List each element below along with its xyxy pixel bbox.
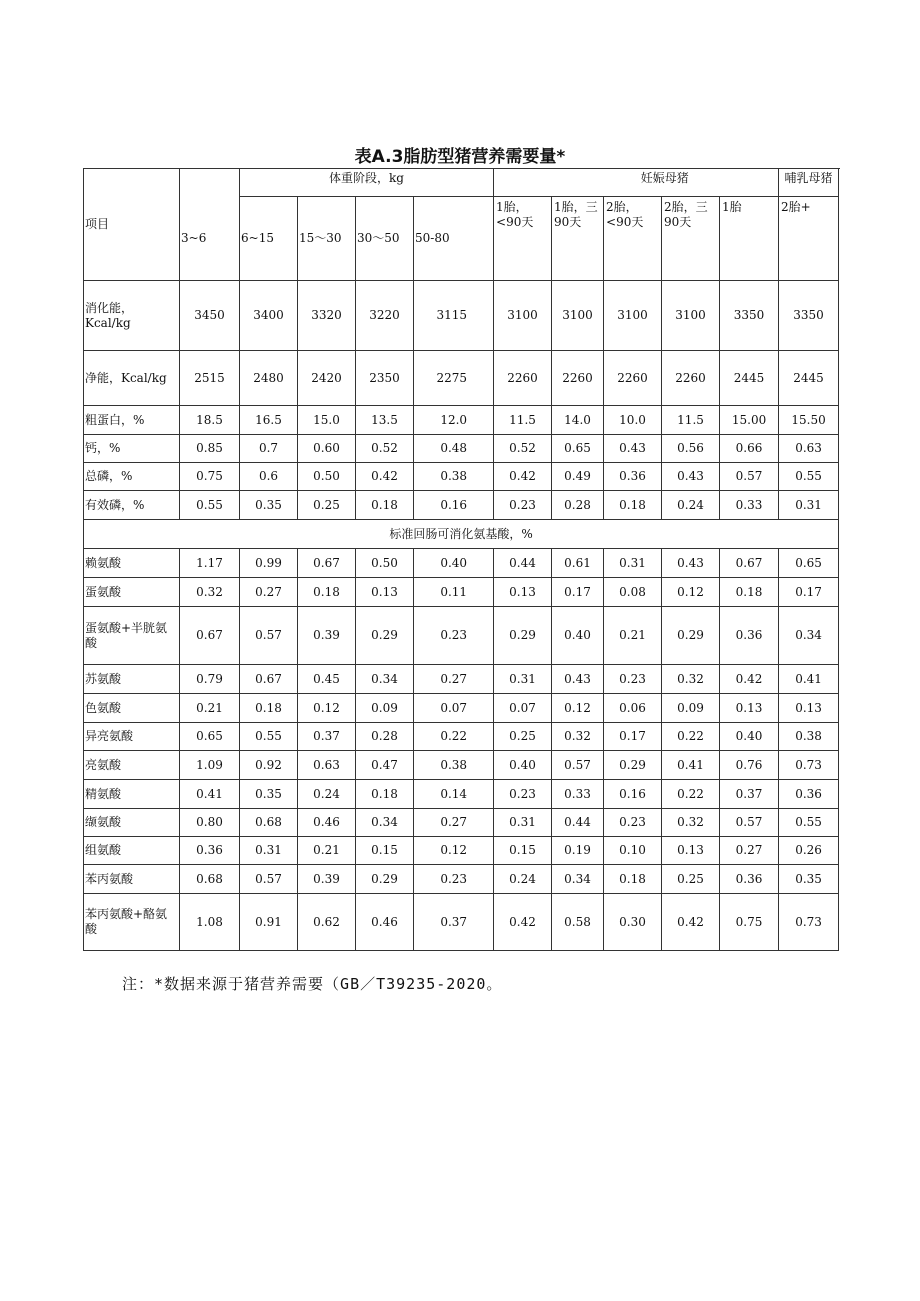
value-cell: 0.31: [779, 491, 839, 520]
value-cell: 0.73: [779, 894, 839, 951]
row-label: 苯丙氨酸+酪氨酸: [84, 894, 180, 951]
value-cell: 0.79: [180, 665, 240, 694]
value-cell: 0.67: [720, 549, 779, 578]
value-cell: 3400: [240, 281, 298, 351]
value-cell: 2260: [552, 351, 604, 406]
value-cell: 0.61: [552, 549, 604, 578]
value-cell: 0.50: [356, 549, 414, 578]
value-cell: 11.5: [662, 406, 720, 435]
value-cell: 0.67: [298, 549, 356, 578]
value-cell: 0.17: [552, 578, 604, 607]
table-row: [84, 809, 839, 837]
value-cell: 0.7: [240, 435, 298, 463]
value-cell: 2350: [356, 351, 414, 406]
table-row: [84, 751, 839, 780]
value-cell: 0.44: [494, 549, 552, 578]
value-cell: 0.40: [720, 723, 779, 751]
value-cell: 18.5: [180, 406, 240, 435]
value-cell: 0.26: [779, 837, 839, 865]
value-cell: 0.32: [180, 578, 240, 607]
row-label: 蛋氨酸+半胱氨酸: [84, 607, 180, 665]
value-cell: 0.07: [414, 694, 494, 723]
value-cell: 0.46: [298, 809, 356, 837]
value-cell: 0.15: [356, 837, 414, 865]
value-cell: 0.36: [779, 780, 839, 809]
value-cell: 0.13: [356, 578, 414, 607]
value-cell: 0.38: [414, 463, 494, 491]
value-cell: 0.18: [298, 578, 356, 607]
value-cell: 0.43: [662, 549, 720, 578]
value-cell: 15.00: [720, 406, 779, 435]
value-cell: 0.75: [180, 463, 240, 491]
column-header: 2胎+: [779, 197, 839, 281]
value-cell: 11.5: [494, 406, 552, 435]
value-cell: 0.85: [180, 435, 240, 463]
value-cell: 3115: [414, 281, 494, 351]
value-cell: 0.41: [779, 665, 839, 694]
value-cell: 0.63: [779, 435, 839, 463]
value-cell: 0.91: [240, 894, 298, 951]
value-cell: 0.23: [414, 607, 494, 665]
value-cell: 0.16: [414, 491, 494, 520]
value-cell: 0.18: [720, 578, 779, 607]
value-cell: 0.35: [779, 865, 839, 894]
header-row-2: [84, 197, 839, 281]
value-cell: 0.65: [779, 549, 839, 578]
value-cell: 0.17: [604, 723, 662, 751]
value-cell: 0.67: [240, 665, 298, 694]
value-cell: 2445: [779, 351, 839, 406]
value-cell: 0.22: [662, 780, 720, 809]
value-cell: 0.35: [240, 491, 298, 520]
row-label: 净能，Kcal/kg: [84, 351, 180, 406]
value-cell: 0.37: [298, 723, 356, 751]
table-row: [84, 607, 839, 665]
value-cell: 0.31: [494, 665, 552, 694]
amino-acid-section-header: 标准回肠可消化氨基酸，%: [84, 520, 839, 549]
value-cell: 3100: [552, 281, 604, 351]
value-cell: 0.57: [240, 865, 298, 894]
table-row: [84, 491, 839, 520]
value-cell: 0.27: [720, 837, 779, 865]
value-cell: 0.42: [720, 665, 779, 694]
value-cell: 0.32: [662, 665, 720, 694]
value-cell: 0.11: [414, 578, 494, 607]
value-cell: 0.32: [552, 723, 604, 751]
value-cell: 2480: [240, 351, 298, 406]
value-cell: 2420: [298, 351, 356, 406]
value-cell: 0.27: [414, 665, 494, 694]
value-cell: 0.43: [552, 665, 604, 694]
value-cell: 0.07: [494, 694, 552, 723]
value-cell: 0.21: [298, 837, 356, 865]
row-label: 赖氨酸: [84, 549, 180, 578]
header-blank: [180, 169, 240, 197]
value-cell: 0.63: [298, 751, 356, 780]
value-cell: 0.68: [240, 809, 298, 837]
table-row: [84, 780, 839, 809]
value-cell: 0.34: [552, 865, 604, 894]
value-cell: 0.34: [356, 809, 414, 837]
value-cell: 0.13: [662, 837, 720, 865]
table-row: [84, 665, 839, 694]
value-cell: 0.34: [356, 665, 414, 694]
value-cell: 0.09: [662, 694, 720, 723]
value-cell: 0.43: [604, 435, 662, 463]
value-cell: 0.06: [604, 694, 662, 723]
value-cell: 0.40: [414, 549, 494, 578]
value-cell: 3320: [298, 281, 356, 351]
value-cell: 0.12: [298, 694, 356, 723]
value-cell: 0.41: [662, 751, 720, 780]
value-cell: 14.0: [552, 406, 604, 435]
value-cell: 13.5: [356, 406, 414, 435]
value-cell: 0.60: [298, 435, 356, 463]
value-cell: 0.23: [604, 809, 662, 837]
value-cell: 0.44: [552, 809, 604, 837]
value-cell: 0.22: [662, 723, 720, 751]
value-cell: 0.23: [494, 491, 552, 520]
row-label: 蛋氨酸: [84, 578, 180, 607]
value-cell: 0.29: [356, 865, 414, 894]
value-cell: 0.29: [356, 607, 414, 665]
value-cell: 0.31: [604, 549, 662, 578]
value-cell: 0.75: [720, 894, 779, 951]
row-label: 精氨酸: [84, 780, 180, 809]
column-header: 50-80: [414, 197, 494, 281]
table-row: [84, 723, 839, 751]
value-cell: 0.18: [604, 491, 662, 520]
value-cell: 0.36: [720, 865, 779, 894]
value-cell: 3220: [356, 281, 414, 351]
value-cell: 2260: [604, 351, 662, 406]
value-cell: 0.57: [720, 809, 779, 837]
value-cell: 0.38: [779, 723, 839, 751]
value-cell: 0.68: [180, 865, 240, 894]
value-cell: 3100: [604, 281, 662, 351]
row-label: 苯丙氨酸: [84, 865, 180, 894]
value-cell: 0.33: [552, 780, 604, 809]
value-cell: 0.37: [720, 780, 779, 809]
value-cell: 10.0: [604, 406, 662, 435]
header-row-1: [84, 169, 839, 197]
value-cell: 15.50: [779, 406, 839, 435]
value-cell: 0.16: [604, 780, 662, 809]
table-row: [84, 894, 839, 951]
row-label: 组氨酸: [84, 837, 180, 865]
value-cell: 0.30: [604, 894, 662, 951]
nutrient-table: [83, 168, 839, 951]
value-cell: 0.45: [298, 665, 356, 694]
table-row: [84, 406, 839, 435]
value-cell: 0.57: [240, 607, 298, 665]
value-cell: 0.42: [356, 463, 414, 491]
column-header: 6~15: [240, 197, 298, 281]
value-cell: 0.80: [180, 809, 240, 837]
table-row: [84, 694, 839, 723]
value-cell: 0.18: [356, 491, 414, 520]
header-blank: [494, 169, 552, 197]
value-cell: 0.29: [662, 607, 720, 665]
column-header: 2胎，<90天: [604, 197, 662, 281]
value-cell: 0.09: [356, 694, 414, 723]
value-cell: 1.17: [180, 549, 240, 578]
value-cell: 1.09: [180, 751, 240, 780]
table-row: [84, 281, 839, 351]
value-cell: 3100: [662, 281, 720, 351]
value-cell: 0.24: [662, 491, 720, 520]
value-cell: 0.29: [494, 607, 552, 665]
value-cell: 0.22: [414, 723, 494, 751]
value-cell: 0.42: [662, 894, 720, 951]
value-cell: 2515: [180, 351, 240, 406]
table-title: 表A.3脂肪型猪营养需要量*: [354, 147, 566, 167]
value-cell: 0.13: [779, 694, 839, 723]
value-cell: 0.18: [240, 694, 298, 723]
footnote: 注：*数据来源于猪营养需要（GB／T39235-2020。: [122, 975, 503, 993]
row-label: 消化能，Kcal/kg: [84, 281, 180, 351]
value-cell: 0.36: [180, 837, 240, 865]
value-cell: 15.0: [298, 406, 356, 435]
value-cell: 0.55: [180, 491, 240, 520]
value-cell: 0.33: [720, 491, 779, 520]
value-cell: 0.25: [494, 723, 552, 751]
value-cell: 0.66: [720, 435, 779, 463]
value-cell: 2260: [494, 351, 552, 406]
value-cell: 3350: [779, 281, 839, 351]
table-body: [84, 169, 839, 951]
value-cell: 0.41: [180, 780, 240, 809]
value-cell: 0.48: [414, 435, 494, 463]
value-cell: 0.52: [494, 435, 552, 463]
value-cell: 0.43: [662, 463, 720, 491]
table-row: [84, 549, 839, 578]
column-header: 2胎，三90天: [662, 197, 720, 281]
value-cell: 0.55: [779, 809, 839, 837]
value-cell: 0.15: [494, 837, 552, 865]
value-cell: 0.56: [662, 435, 720, 463]
value-cell: 0.08: [604, 578, 662, 607]
value-cell: 0.17: [779, 578, 839, 607]
column-header: 1胎，三90天: [552, 197, 604, 281]
value-cell: 0.24: [298, 780, 356, 809]
value-cell: 0.36: [604, 463, 662, 491]
row-label: 色氨酸: [84, 694, 180, 723]
value-cell: 0.31: [240, 837, 298, 865]
value-cell: 0.57: [720, 463, 779, 491]
value-cell: 3100: [494, 281, 552, 351]
value-cell: 0.40: [494, 751, 552, 780]
value-cell: 0.29: [604, 751, 662, 780]
value-cell: 0.99: [240, 549, 298, 578]
section-row: [84, 520, 839, 549]
weight-stage-header: 体重阶段，kg: [240, 169, 494, 197]
column-header: 1胎，<90天: [494, 197, 552, 281]
value-cell: 0.36: [720, 607, 779, 665]
value-cell: 0.28: [356, 723, 414, 751]
value-cell: 0.23: [414, 865, 494, 894]
lactating-sow-header: 哺乳母猪: [779, 169, 839, 197]
value-cell: 0.46: [356, 894, 414, 951]
column-header: 30～50: [356, 197, 414, 281]
value-cell: 3450: [180, 281, 240, 351]
value-cell: 0.92: [240, 751, 298, 780]
value-cell: 2260: [662, 351, 720, 406]
table-row: [84, 463, 839, 491]
value-cell: 0.24: [494, 865, 552, 894]
value-cell: 0.58: [552, 894, 604, 951]
value-cell: 0.57: [552, 751, 604, 780]
value-cell: 0.65: [552, 435, 604, 463]
row-label: 总磷，%: [84, 463, 180, 491]
value-cell: 0.28: [552, 491, 604, 520]
value-cell: 0.52: [356, 435, 414, 463]
value-cell: 0.25: [662, 865, 720, 894]
value-cell: 0.18: [356, 780, 414, 809]
value-cell: 0.55: [240, 723, 298, 751]
value-cell: 0.49: [552, 463, 604, 491]
value-cell: 0.34: [779, 607, 839, 665]
value-cell: 0.12: [414, 837, 494, 865]
value-cell: 0.32: [662, 809, 720, 837]
value-cell: 0.12: [662, 578, 720, 607]
table-row: [84, 578, 839, 607]
value-cell: 0.67: [180, 607, 240, 665]
value-cell: 1.08: [180, 894, 240, 951]
row-label: 异亮氨酸: [84, 723, 180, 751]
value-cell: 0.21: [180, 694, 240, 723]
value-cell: 0.40: [552, 607, 604, 665]
value-cell: 0.31: [494, 809, 552, 837]
value-cell: 0.42: [494, 894, 552, 951]
table-row: [84, 435, 839, 463]
column-header: 1胎: [720, 197, 779, 281]
column-header: 3~6: [180, 197, 240, 281]
table-row: [84, 837, 839, 865]
table-row: [84, 865, 839, 894]
value-cell: 0.13: [494, 578, 552, 607]
column-header: 15～30: [298, 197, 356, 281]
value-cell: 0.12: [552, 694, 604, 723]
value-cell: 0.62: [298, 894, 356, 951]
value-cell: 0.18: [604, 865, 662, 894]
row-label: 缬氨酸: [84, 809, 180, 837]
value-cell: 0.13: [720, 694, 779, 723]
pregnant-sow-header: 妊娠母猪: [552, 169, 779, 197]
value-cell: 0.55: [779, 463, 839, 491]
value-cell: 0.23: [494, 780, 552, 809]
value-cell: 0.10: [604, 837, 662, 865]
value-cell: 12.0: [414, 406, 494, 435]
value-cell: 0.73: [779, 751, 839, 780]
table-row: [84, 351, 839, 406]
value-cell: 0.50: [298, 463, 356, 491]
row-label: 粗蛋白，%: [84, 406, 180, 435]
value-cell: 0.19: [552, 837, 604, 865]
value-cell: 0.39: [298, 865, 356, 894]
row-label: 钙，%: [84, 435, 180, 463]
value-cell: 16.5: [240, 406, 298, 435]
value-cell: 0.37: [414, 894, 494, 951]
value-cell: 0.65: [180, 723, 240, 751]
value-cell: 2445: [720, 351, 779, 406]
value-cell: 0.76: [720, 751, 779, 780]
value-cell: 0.47: [356, 751, 414, 780]
row-label: 苏氨酸: [84, 665, 180, 694]
value-cell: 0.42: [494, 463, 552, 491]
value-cell: 0.38: [414, 751, 494, 780]
value-cell: 0.14: [414, 780, 494, 809]
value-cell: 0.39: [298, 607, 356, 665]
value-cell: 0.23: [604, 665, 662, 694]
value-cell: 0.25: [298, 491, 356, 520]
value-cell: 3350: [720, 281, 779, 351]
value-cell: 0.6: [240, 463, 298, 491]
value-cell: 2275: [414, 351, 494, 406]
item-header: 项目: [84, 169, 180, 281]
value-cell: 0.21: [604, 607, 662, 665]
value-cell: 0.35: [240, 780, 298, 809]
row-label: 亮氨酸: [84, 751, 180, 780]
row-label: 有效磷，%: [84, 491, 180, 520]
value-cell: 0.27: [414, 809, 494, 837]
value-cell: 0.27: [240, 578, 298, 607]
